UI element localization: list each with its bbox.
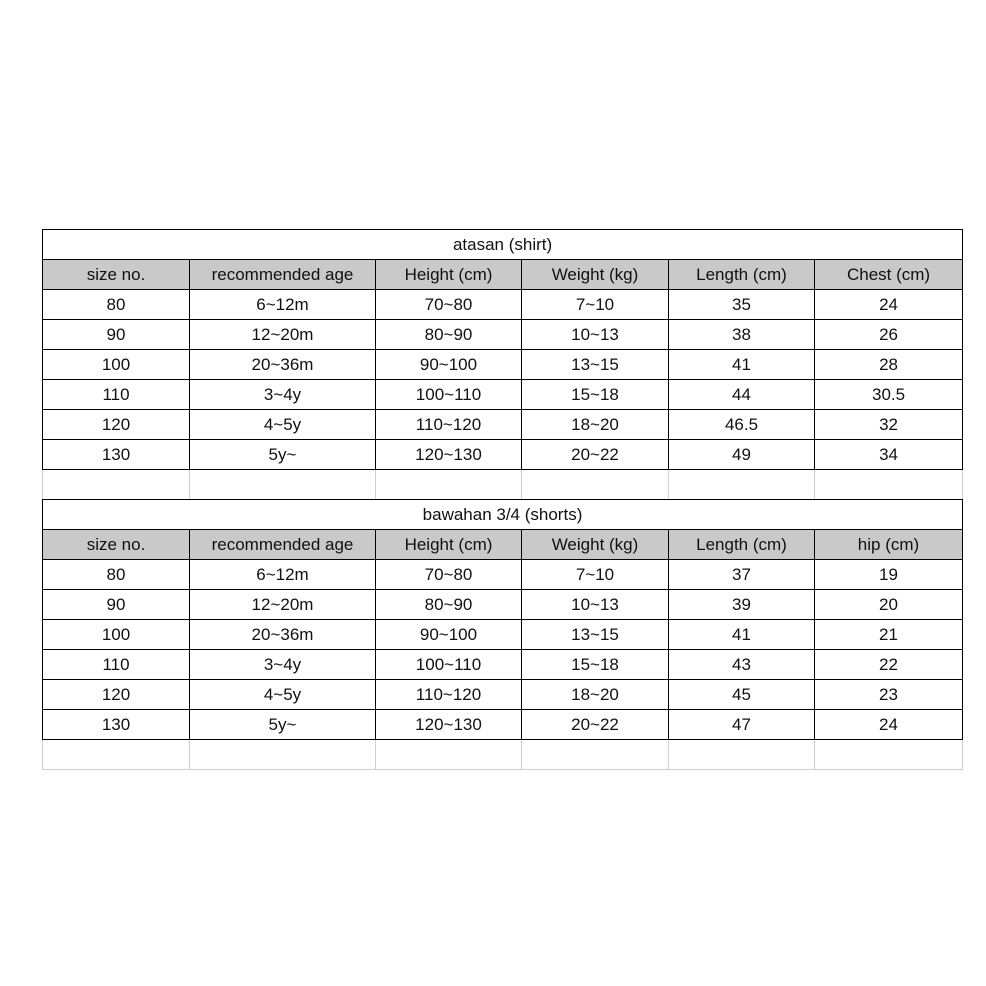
table-cell: 41: [669, 350, 815, 380]
table-cell: 4~5y: [190, 680, 376, 710]
empty-row: [43, 740, 963, 770]
table-cell: 10~13: [522, 590, 669, 620]
table-cell: 20~22: [522, 440, 669, 470]
table-cell: 3~4y: [190, 650, 376, 680]
column-header: Weight (kg): [522, 530, 669, 560]
table-cell: 23: [815, 680, 963, 710]
table-cell: 80~90: [376, 590, 522, 620]
table-cell: 20~36m: [190, 350, 376, 380]
table-title-row: [43, 500, 963, 530]
table-cell: 110~120: [376, 410, 522, 440]
table-cell: 24: [815, 290, 963, 320]
table-row: [43, 620, 963, 650]
table-row: [43, 410, 963, 440]
table-title-row: [43, 230, 963, 260]
table-header-row: [43, 260, 963, 290]
table-cell: 12~20m: [190, 320, 376, 350]
empty-cell: [522, 470, 669, 500]
empty-cell: [43, 470, 190, 500]
size-chart: [42, 229, 962, 770]
table-cell: 7~10: [522, 560, 669, 590]
table-cell: 100: [43, 350, 190, 380]
table-cell: 15~18: [522, 380, 669, 410]
table-cell: 30.5: [815, 380, 963, 410]
shirt-size-table: [42, 229, 963, 500]
table-cell: 20~22: [522, 710, 669, 740]
table-cell: 90~100: [376, 350, 522, 380]
table-cell: 34: [815, 440, 963, 470]
table-cell: 20: [815, 590, 963, 620]
table-cell: 70~80: [376, 290, 522, 320]
table-cell: 22: [815, 650, 963, 680]
column-header: Weight (kg): [522, 260, 669, 290]
table-row: [43, 380, 963, 410]
table-cell: 13~15: [522, 350, 669, 380]
table-title: bawahan 3/4 (shorts): [43, 500, 963, 530]
column-header: Height (cm): [376, 260, 522, 290]
table-cell: 3~4y: [190, 380, 376, 410]
column-header: size no.: [43, 260, 190, 290]
table-cell: 6~12m: [190, 290, 376, 320]
empty-row: [43, 470, 963, 500]
table-row: [43, 350, 963, 380]
table-cell: 32: [815, 410, 963, 440]
table-row: [43, 440, 963, 470]
table-cell: 24: [815, 710, 963, 740]
table-cell: 26: [815, 320, 963, 350]
table-cell: 35: [669, 290, 815, 320]
column-header: recommended age: [190, 260, 376, 290]
table-row: [43, 650, 963, 680]
table-cell: 15~18: [522, 650, 669, 680]
table-cell: 6~12m: [190, 560, 376, 590]
table-cell: 80: [43, 560, 190, 590]
table-cell: 39: [669, 590, 815, 620]
table-cell: 19: [815, 560, 963, 590]
column-header: hip (cm): [815, 530, 963, 560]
table-cell: 100: [43, 620, 190, 650]
table-cell: 4~5y: [190, 410, 376, 440]
table-cell: 130: [43, 710, 190, 740]
table-cell: 43: [669, 650, 815, 680]
empty-cell: [669, 470, 815, 500]
shorts-size-table: [42, 499, 963, 770]
table-cell: 120~130: [376, 710, 522, 740]
table-cell: 90: [43, 590, 190, 620]
column-header: Length (cm): [669, 260, 815, 290]
table-row: [43, 680, 963, 710]
table-cell: 49: [669, 440, 815, 470]
table-cell: 12~20m: [190, 590, 376, 620]
table-cell: 38: [669, 320, 815, 350]
empty-cell: [43, 740, 190, 770]
column-header: Chest (cm): [815, 260, 963, 290]
column-header: Length (cm): [669, 530, 815, 560]
table-row: [43, 710, 963, 740]
table-cell: 100~110: [376, 650, 522, 680]
table-cell: 37: [669, 560, 815, 590]
empty-cell: [190, 470, 376, 500]
empty-cell: [522, 740, 669, 770]
table-cell: 18~20: [522, 680, 669, 710]
table-cell: 5y~: [190, 440, 376, 470]
table-cell: 21: [815, 620, 963, 650]
empty-cell: [376, 470, 522, 500]
empty-cell: [815, 470, 963, 500]
table-cell: 70~80: [376, 560, 522, 590]
table-cell: 46.5: [669, 410, 815, 440]
table-cell: 18~20: [522, 410, 669, 440]
table-cell: 120: [43, 680, 190, 710]
table-cell: 100~110: [376, 380, 522, 410]
column-header: size no.: [43, 530, 190, 560]
table-row: [43, 290, 963, 320]
column-header: recommended age: [190, 530, 376, 560]
empty-cell: [669, 740, 815, 770]
table-cell: 7~10: [522, 290, 669, 320]
table-cell: 28: [815, 350, 963, 380]
empty-cell: [190, 740, 376, 770]
table-row: [43, 590, 963, 620]
table-cell: 90: [43, 320, 190, 350]
table-title: atasan (shirt): [43, 230, 963, 260]
table-cell: 5y~: [190, 710, 376, 740]
table-header-row: [43, 530, 963, 560]
table-cell: 47: [669, 710, 815, 740]
table-cell: 10~13: [522, 320, 669, 350]
table-cell: 41: [669, 620, 815, 650]
table-cell: 80~90: [376, 320, 522, 350]
empty-cell: [376, 740, 522, 770]
table-cell: 20~36m: [190, 620, 376, 650]
table-cell: 90~100: [376, 620, 522, 650]
table-cell: 110: [43, 650, 190, 680]
table-cell: 45: [669, 680, 815, 710]
table-cell: 13~15: [522, 620, 669, 650]
table-row: [43, 560, 963, 590]
table-cell: 130: [43, 440, 190, 470]
table-cell: 110~120: [376, 680, 522, 710]
table-cell: 120: [43, 410, 190, 440]
table-cell: 44: [669, 380, 815, 410]
table-cell: 110: [43, 380, 190, 410]
table-row: [43, 320, 963, 350]
column-header: Height (cm): [376, 530, 522, 560]
empty-cell: [815, 740, 963, 770]
table-cell: 120~130: [376, 440, 522, 470]
table-cell: 80: [43, 290, 190, 320]
